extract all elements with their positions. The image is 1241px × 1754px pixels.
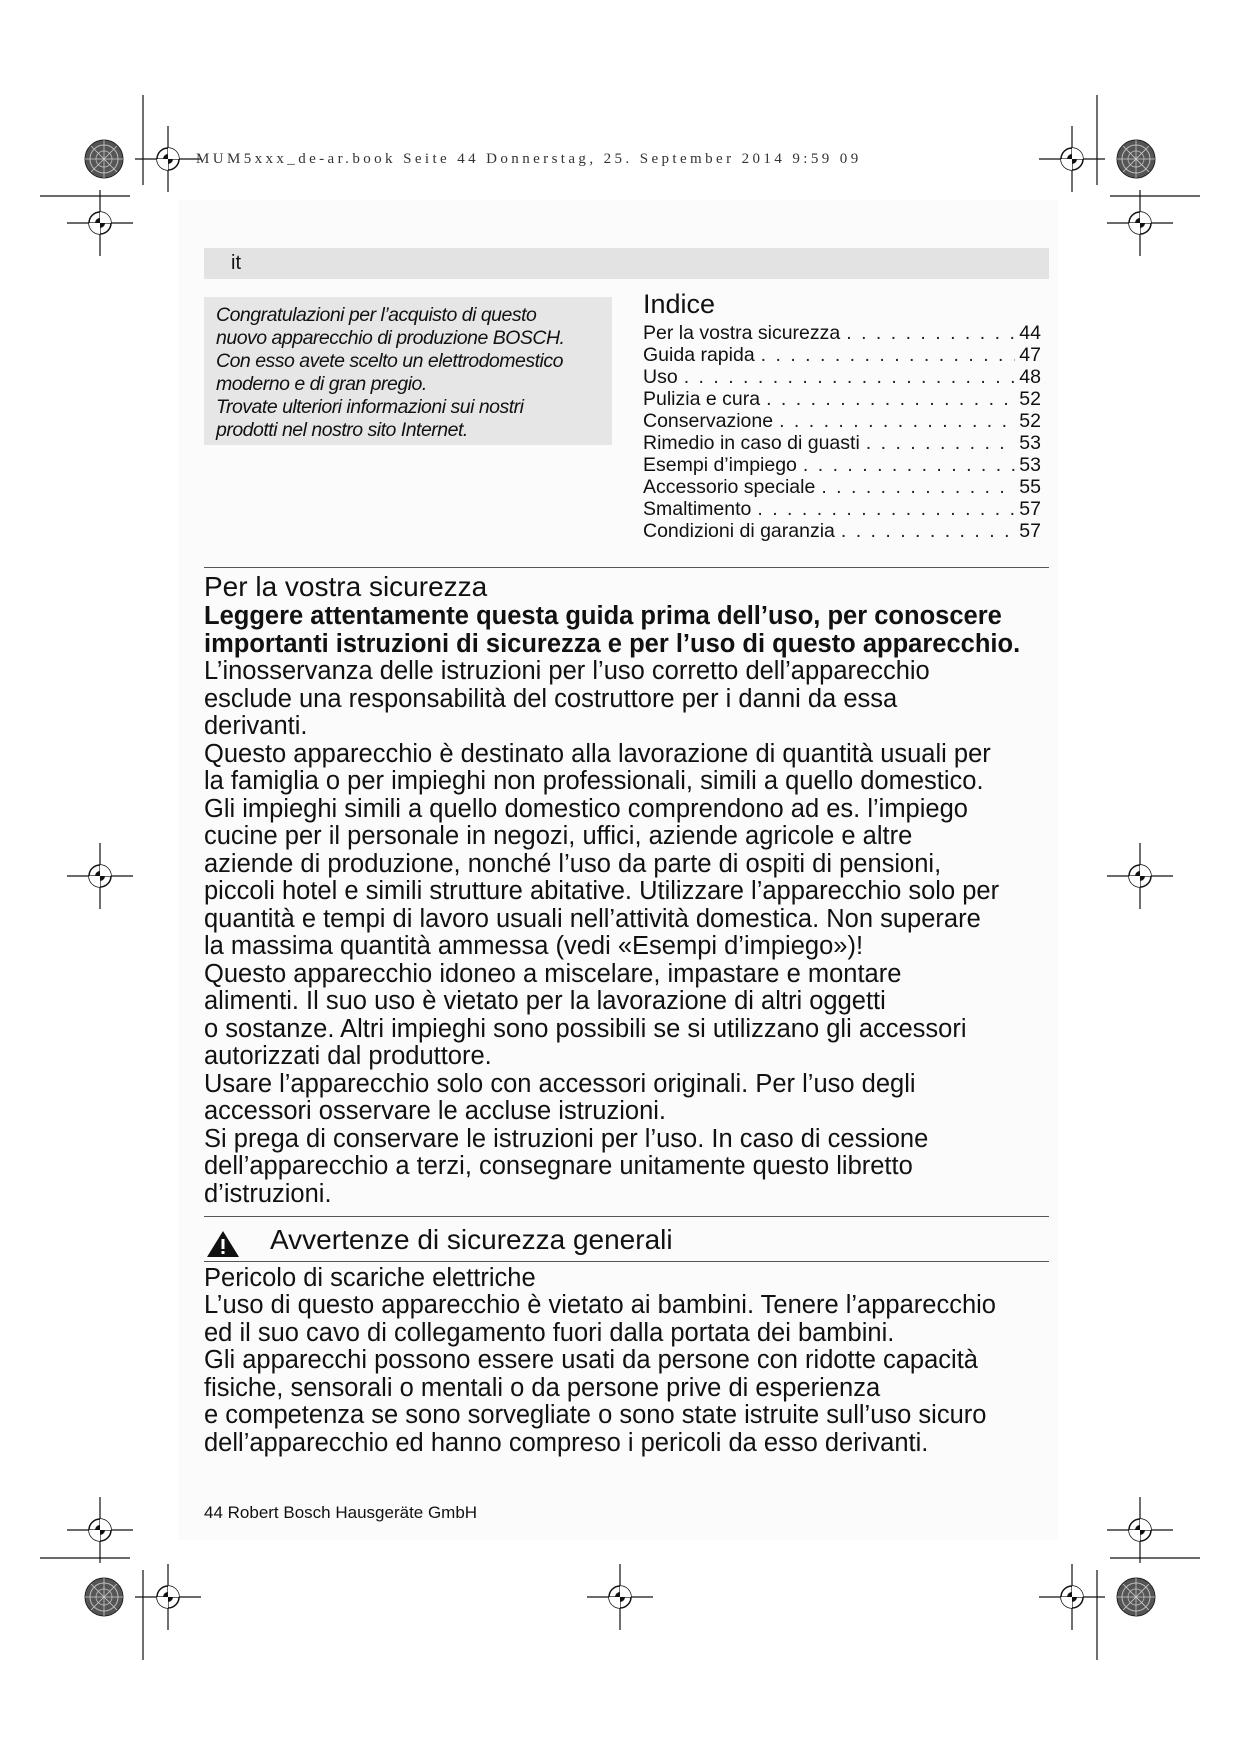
section-title: Per la vostra sicurezza [204, 571, 488, 602]
toc-entry[interactable] [643, 410, 1041, 432]
section-divider [204, 1261, 1049, 1262]
section-divider [204, 567, 1049, 568]
toc-entry-page: 53 [1019, 432, 1041, 454]
intro-line: Trovate ulteriori informazioni sui nostri [216, 396, 524, 418]
toc-entry-page: 47 [1019, 344, 1041, 366]
body-line: Gli apparecchi possono essere usati da persone con ridotte capacità [204, 1346, 978, 1374]
body-line: esclude una responsabilità del costruttore per i danni da essa [204, 684, 898, 713]
table-of-contents [643, 289, 1041, 542]
body-line: accessori osservare le accluse istruzioni. [204, 1097, 667, 1125]
body-line: fisiche, sensorali o mentali o da persone prive di esperienza [204, 1373, 881, 1402]
bold-intro-line: Leggere attentamente questa guida prima dell’uso, per conoscere [204, 602, 1002, 630]
toc-leader-dots [766, 388, 1015, 410]
body-line: Gli impieghi simili a quello domestico comprendono ad es. l’impiego [204, 794, 968, 823]
body-line: la massima quantità ammessa (vedi «Esempi d’impiego»)! [204, 932, 864, 960]
intro-line: moderno e di gran pregio. [216, 373, 427, 395]
toc-leader-dots [779, 410, 1015, 432]
toc-entry-page: 53 [1019, 454, 1041, 476]
body-line: dell’apparecchio a terzi, consegnare unitamente questo libretto [204, 1152, 913, 1180]
body-line: la famiglia o per impieghi non professionali, simili a quello domestico. [204, 767, 984, 795]
toc-entry-title: Smaltimento [643, 498, 752, 520]
language-bar [204, 248, 1049, 279]
toc-entry[interactable] [643, 520, 1041, 542]
toc-entry-title: Pulizia e cura [643, 388, 761, 410]
body-line: L’uso di questo apparecchio è vietato ai bambini. Tenere l’apparecchio [204, 1291, 996, 1319]
intro-line: Con esso avete scelto un elettrodomestico [216, 350, 563, 372]
body-line: e competenza se sono sorvegliate o sono state istruite sull’uso sicuro [204, 1401, 987, 1429]
electric-shock-section [204, 1264, 1064, 1457]
toc-leader-dots [846, 322, 1015, 344]
intro-line: Congratulazioni per l’acquisto di questo [216, 304, 537, 326]
toc-entry-page: 52 [1019, 388, 1041, 410]
body-line: derivanti. [204, 712, 308, 740]
toc-entry-title: Rimedio in caso di guasti [643, 432, 860, 454]
body-line: aziende di produzione, nonché l’uso da parte di ospiti di pensioni, [204, 849, 942, 878]
body-line: cucine per il personale in negozi, uffici, aziende agricole e altre [204, 822, 913, 850]
warning-heading [204, 1222, 1049, 1262]
safety-section [204, 571, 1064, 1208]
page-footer: 44 Robert Bosch Hausgeräte GmbH [204, 1503, 478, 1522]
toc-entry-page: 48 [1019, 366, 1041, 388]
toc-entry[interactable] [643, 388, 1041, 410]
toc-leader-dots [803, 454, 1015, 476]
toc-leader-dots [821, 476, 1015, 498]
bold-intro-line: importanti istruzioni di sicurezza e per l’uso di questo apparecchio. [204, 629, 1021, 658]
toc-entry-page: 57 [1019, 520, 1041, 542]
body-line: autorizzati dal produttore. [204, 1042, 492, 1070]
body-line: Usare l’apparecchio solo con accessori originali. Per l’uso degli [204, 1069, 916, 1098]
body-line: d’istruzioni. [204, 1179, 332, 1208]
toc-title: Indice [643, 289, 716, 319]
body-line: Si prega di conservare le istruzioni per l’uso. In caso di cessione [204, 1124, 929, 1153]
toc-entry[interactable] [643, 344, 1041, 366]
body-line: L’inosservanza delle istruzioni per l’uso corretto dell’apparecchio [204, 657, 930, 685]
toc-leader-dots [757, 498, 1015, 520]
toc-entry-title: Accessorio speciale [643, 476, 816, 498]
toc-leader-dots [841, 520, 1015, 542]
intro-line: nuovo apparecchio di produzione BOSCH. [216, 327, 565, 349]
toc-entry[interactable] [643, 454, 1041, 476]
toc-leader-dots [684, 366, 1016, 388]
section-divider [204, 1216, 1049, 1217]
subsection-title: Pericolo di scariche elettriche [204, 1264, 536, 1292]
toc-entry-page: 52 [1019, 410, 1041, 432]
warning-triangle-icon [206, 1230, 240, 1258]
body-line: ed il suo cavo di collegamento fuori dalla portata dei bambini. [204, 1318, 895, 1347]
toc-entry-title: Per la vostra sicurezza [643, 322, 841, 344]
toc-entry-title: Guida rapida [643, 344, 755, 366]
toc-leader-dots [761, 344, 1016, 366]
intro-box [204, 297, 612, 445]
body-line: Questo apparecchio idoneo a miscelare, impastare e montare [204, 959, 902, 988]
toc-entry-page: 44 [1019, 322, 1041, 344]
language-tag: it [231, 252, 241, 274]
toc-leader-dots [866, 432, 1016, 454]
print-header: MUM5xxx_de-ar.book Seite 44 Donnerstag, 25. September 2014 9:59 09 [196, 151, 862, 167]
body-line: o sostanze. Altri impieghi sono possibili se si utilizzano gli accessori [204, 1014, 967, 1043]
body-line: alimenti. Il suo uso è vietato per la lavorazione di altri oggetti [204, 987, 886, 1015]
warning-title: Avvertenze di sicurezza generali [270, 1224, 673, 1255]
body-line: dell’apparecchio ed hanno compreso i pericoli da esso derivanti. [204, 1428, 929, 1457]
toc-entry-title: Uso [643, 366, 678, 388]
toc-entry-title: Conservazione [643, 410, 774, 432]
toc-entry[interactable] [643, 476, 1041, 498]
toc-entry-page: 57 [1019, 498, 1041, 520]
toc-entry[interactable] [643, 366, 1041, 388]
toc-entry-title: Esempi d’impiego [643, 454, 797, 476]
body-line: quantità e tempi di lavoro usuali nell’attività domestica. Non superare [204, 904, 981, 933]
body-line: Questo apparecchio è destinato alla lavorazione di quantità usuali per [204, 739, 991, 768]
toc-entry-title: Condizioni di garanzia [643, 520, 835, 542]
intro-line: prodotti nel nostro sito Internet. [216, 419, 468, 441]
toc-entry[interactable] [643, 322, 1041, 344]
body-line: piccoli hotel e simili strutture abitative. Utilizzare l’apparecchio solo per [204, 877, 1000, 905]
toc-entry[interactable] [643, 498, 1041, 520]
toc-entry[interactable] [643, 432, 1041, 454]
toc-entry-page: 55 [1019, 476, 1041, 498]
